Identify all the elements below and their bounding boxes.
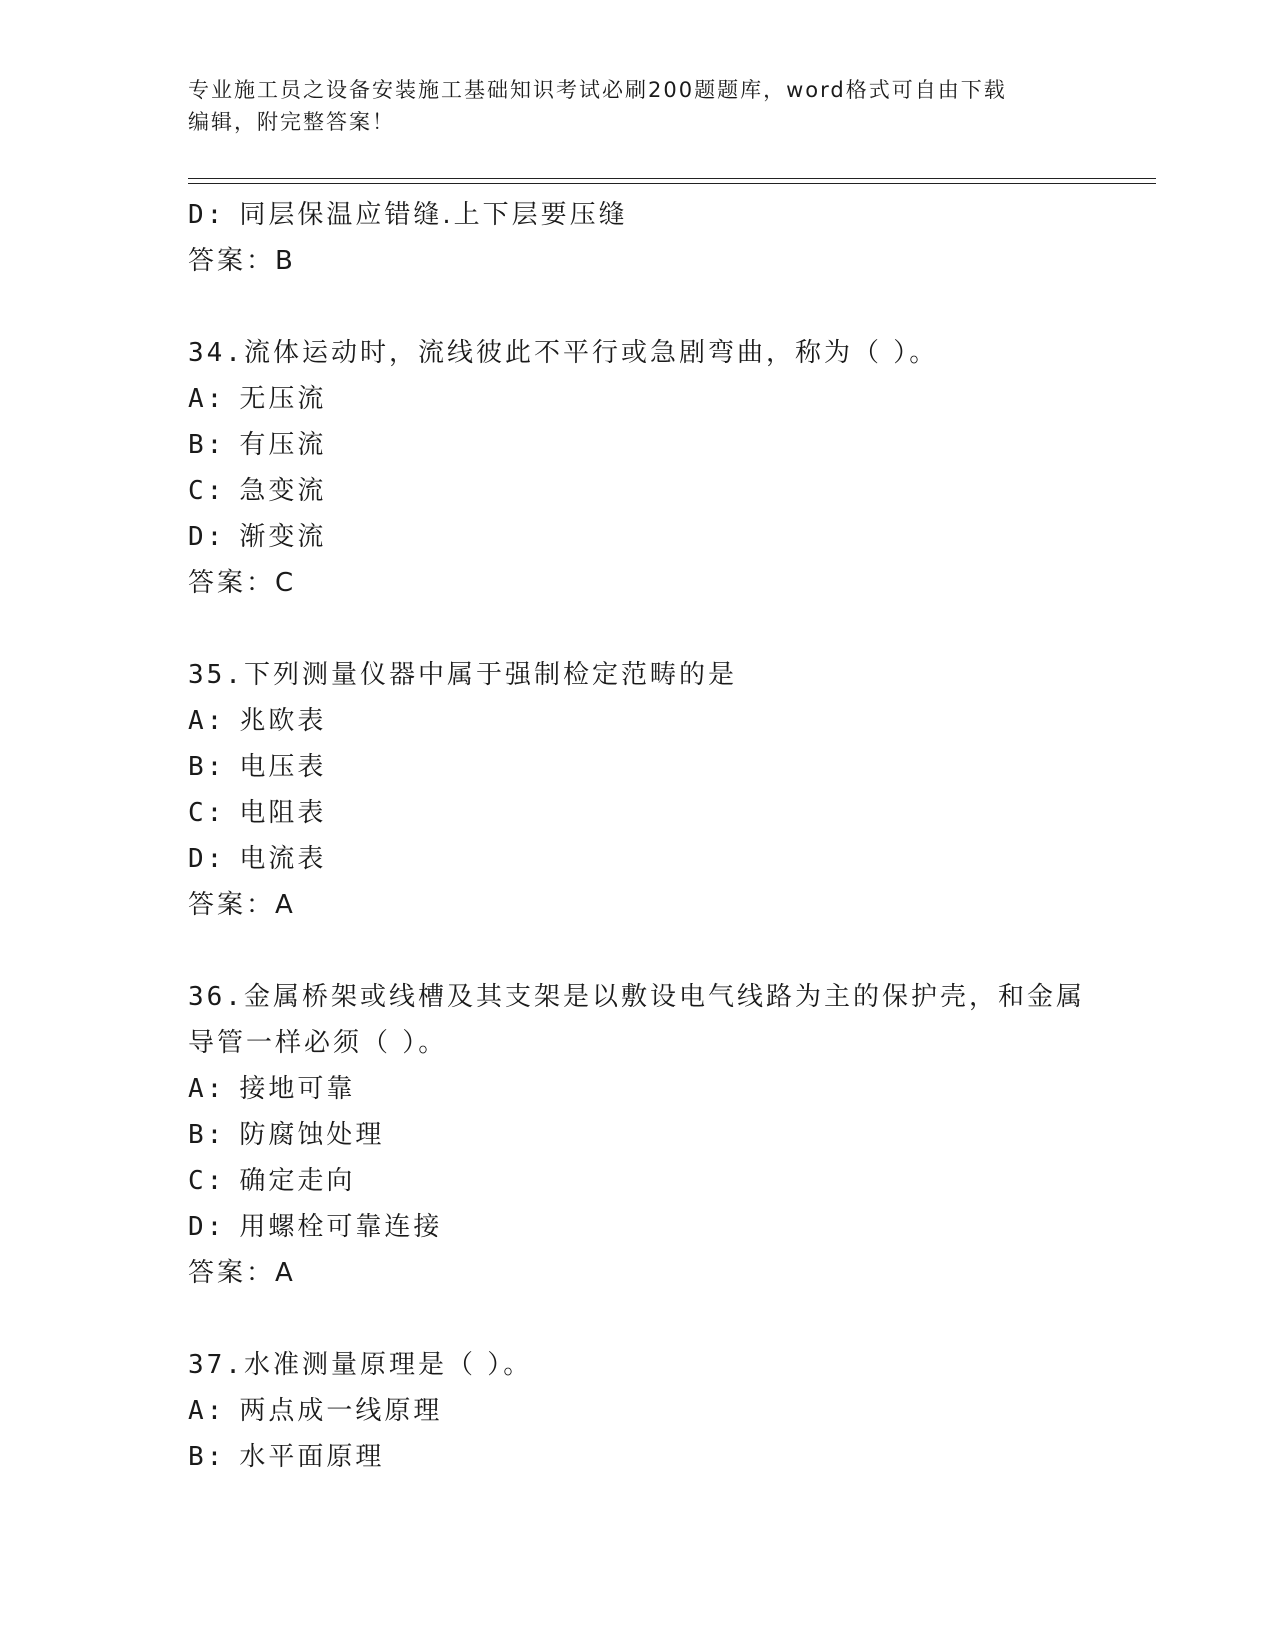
option-a bbox=[188, 1388, 1088, 1434]
header-divider-top bbox=[188, 178, 1156, 179]
option-label: B: bbox=[188, 430, 226, 460]
spacer bbox=[188, 284, 1088, 330]
option-c bbox=[188, 468, 1088, 514]
option-b bbox=[188, 1112, 1088, 1158]
question-stem bbox=[188, 652, 1088, 698]
option-label: A: bbox=[188, 1396, 226, 1426]
spacer bbox=[188, 606, 1088, 652]
option-text: 水平面原理 bbox=[239, 1442, 385, 1472]
option-text: 确定走向 bbox=[239, 1166, 356, 1196]
option-label: D: bbox=[188, 200, 226, 230]
option-text: 无压流 bbox=[239, 384, 327, 414]
option-label: B: bbox=[188, 752, 226, 782]
option-d bbox=[188, 1204, 1088, 1250]
option-label: A: bbox=[188, 384, 226, 414]
option-text: 有压流 bbox=[239, 430, 327, 460]
answer-line: 答案：A bbox=[188, 1258, 296, 1288]
option-b bbox=[188, 1434, 1088, 1480]
answer-line: 答案：B bbox=[188, 246, 296, 276]
option-text: 用螺栓可靠连接 bbox=[239, 1212, 443, 1242]
option-d bbox=[188, 514, 1088, 560]
header-title-line2: 编辑，附完整答案！ bbox=[188, 110, 395, 134]
option-a bbox=[188, 698, 1088, 744]
option-label: D: bbox=[188, 522, 226, 552]
option-text: 同层保温应错缝.上下层要压缝 bbox=[239, 200, 628, 230]
question-number: 35. bbox=[188, 660, 244, 690]
option-label: A: bbox=[188, 706, 226, 736]
option-text: 两点成一线原理 bbox=[239, 1396, 443, 1426]
question-stem bbox=[188, 1342, 1088, 1388]
option-c bbox=[188, 1158, 1088, 1204]
header-divider-bottom bbox=[188, 183, 1156, 184]
option-c bbox=[188, 790, 1088, 836]
option-d bbox=[188, 192, 1088, 238]
option-text: 渐变流 bbox=[239, 522, 327, 552]
question-text: 下列测量仪器中属于强制检定范畴的是 bbox=[243, 660, 737, 690]
spacer bbox=[188, 928, 1088, 974]
option-b bbox=[188, 744, 1088, 790]
option-text: 防腐蚀处理 bbox=[239, 1120, 385, 1150]
option-b bbox=[188, 422, 1088, 468]
question-list bbox=[188, 192, 1088, 1480]
option-a bbox=[188, 376, 1088, 422]
option-text: 接地可靠 bbox=[239, 1074, 356, 1104]
question-number: 36. bbox=[188, 982, 244, 1012]
question-text: 流体运动时，流线彼此不平行或急剧弯曲，称为（ ）。 bbox=[243, 338, 939, 368]
question-stem bbox=[188, 974, 1088, 1020]
option-label: D: bbox=[188, 844, 226, 874]
option-label: C: bbox=[188, 1166, 226, 1196]
document-header bbox=[188, 74, 1068, 138]
question-number: 34. bbox=[188, 338, 244, 368]
option-label: C: bbox=[188, 476, 226, 506]
option-text: 电流表 bbox=[239, 844, 327, 874]
answer-line: 答案：A bbox=[188, 890, 296, 920]
header-title-line1: 专业施工员之设备安装施工基础知识考试必刷200题题库，word格式可自由下载 bbox=[188, 78, 1007, 102]
option-label: C: bbox=[188, 798, 226, 828]
option-text: 电阻表 bbox=[239, 798, 327, 828]
option-a bbox=[188, 1066, 1088, 1112]
option-label: D: bbox=[188, 1212, 226, 1242]
option-d bbox=[188, 836, 1088, 882]
option-label: A: bbox=[188, 1074, 226, 1104]
question-stem-continuation: 导管一样必须（ ）。 bbox=[188, 1028, 448, 1058]
question-stem bbox=[188, 330, 1088, 376]
question-text: 水准测量原理是（ ）。 bbox=[243, 1350, 533, 1380]
option-label: B: bbox=[188, 1442, 226, 1472]
spacer bbox=[188, 1296, 1088, 1342]
question-text-line1: 金属桥架或线槽及其支架是以敷设电气线路为主的保护壳，和金属 bbox=[243, 982, 1085, 1012]
option-label: B: bbox=[188, 1120, 226, 1150]
option-text: 急变流 bbox=[239, 476, 327, 506]
option-text: 兆欧表 bbox=[239, 706, 327, 736]
answer-line: 答案：C bbox=[188, 568, 297, 598]
option-text: 电压表 bbox=[239, 752, 327, 782]
question-number: 37. bbox=[188, 1350, 244, 1380]
